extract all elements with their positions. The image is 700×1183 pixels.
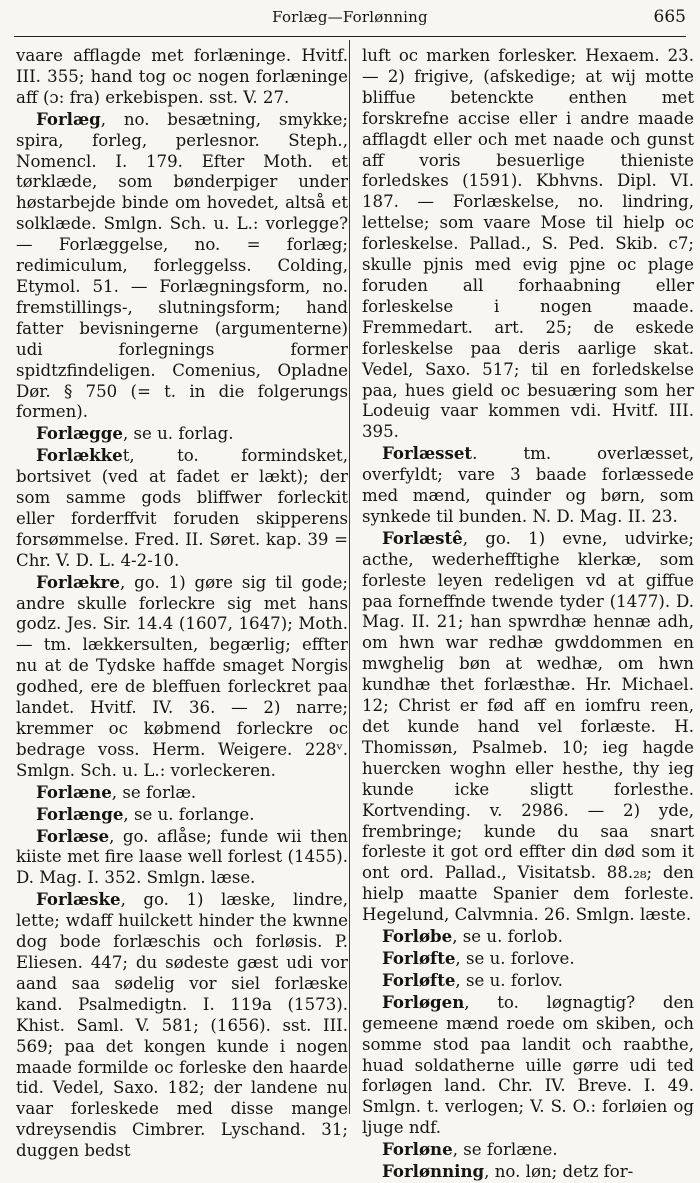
entry-text: vaare afflagde met forlæninge. Hvitf. III. 355; hand tog oc nogen forlæninge aff (ɔ: fra) erkebispen. sst. V. 27.: [16, 46, 348, 107]
entry-text: , to. løgnagtig? den gemeene mænd roede om skiben, och somme stod paa landit och raabthe, huad soldatherne uille gørre udi ted forløgen land. Chr. IV. Breve. I. 49. Smlgn. t. verlogen; V. S. O.: forløien og ljuge ndf.: [362, 992, 694, 1138]
entry-text: , se u. forlove.: [455, 948, 575, 968]
entry-headword: Forlæg: [36, 108, 101, 129]
dictionary-entry: [362, 1139, 694, 1161]
entry-text: . tm. overlæsset, overfyldt; vare 3 baade forlæssede med mænd, quinder og børn, som synkede til bunden. N. D. Mag. II. 23.: [362, 444, 694, 526]
entry-headword: Forlæstê: [382, 527, 463, 548]
dictionary-entry: [16, 423, 348, 445]
entry-text: , go. 1) læske, lindre, lette; wdaff huilckett hinder the kwnne dog bode forlæschis och forløsis. P. Eliesen. 447; du sødeste gæst udi vor aand saa sødelig vor siel forlæske kand. Psalmedigtn. I. 119a (1573). Khist. Saml. V. 581; (1656). sst. III. 569; paa det kongen kunde i nogen maade formilde oc forleske den haarde tid. Vedel, Saxo. 182; der landene nu vaar forleskede med disse mange vdreysendis Cimbrer. Lyschand. 31; duggen bedst: [16, 890, 348, 1161]
right-column: [362, 46, 694, 1182]
entry-headword: Forløbe: [382, 926, 453, 947]
dictionary-entry: [16, 445, 348, 571]
entry-headword: Forlæse: [36, 825, 110, 846]
entry-headword: Forløfte: [382, 947, 456, 968]
running-head: Forlæg—Forlønning: [272, 8, 428, 26]
dictionary-entry: [16, 46, 348, 109]
dictionary-entry: [362, 46, 694, 443]
dictionary-entry: [16, 826, 348, 890]
entry-text: , se u. forlob.: [452, 927, 563, 947]
header-rule: [14, 36, 686, 37]
left-column: [16, 46, 348, 1161]
entry-headword: Forlægge: [36, 423, 123, 444]
entry-headword: Forløfte: [382, 969, 456, 990]
entry-text: luft oc marken forlesker. Hexaem. 23. — 2) frigive, (afskedige; at wij motte bliffue betenckte enthen met forskrefne accise eller i andre maade afflagdt eller och met naade och gunst aff voris besuerlige thieniste forledskes (1591). Kbhvns. Dipl. VI. 187. — Forlæskelse, no. lindring, lettelse; som vaare Mose til hielp oc forleskelse. Pallad., S. Ped. Skib. c7; skulle pjnis med evig pjne oc plage foruden all forhaabning eller forleskelse i nogen maade. Fremmedart. art. 25; de eskede forleskelse paa deris aarlige skat. Vedel, Saxo. 517; til en forledskelse paa, hues gield oc besuæring som her Lodeuig vaar kommen vdi. Hvitf. III. 395.: [362, 46, 694, 442]
dictionary-entry: [16, 889, 348, 1162]
entry-text: , no. løn; detz for-: [484, 1162, 634, 1182]
entry-headword: Forlækre: [36, 571, 120, 592]
column-divider: [349, 40, 350, 1114]
entry-text: , se u. forlag.: [122, 424, 234, 444]
entry-headword: Forlæne: [36, 781, 112, 802]
entry-headword: Forløne: [382, 1139, 453, 1160]
entry-text: , se u. forlange.: [123, 804, 255, 824]
dictionary-entry: [362, 992, 694, 1139]
entry-text: , go. 1) gøre sig til gode; andre skulle forleckre sig met hans godz. Jes. Sir. 14.4 (1607, 1647); Moth. — tm. lækkersulten, begærlig; effter nu at de Tydske haffde smaget Norgis godhed, ere de bleffuen forleckret paa landet. Hvitf. IV. 36. — 2) narre; kremmer oc købmend forleckre oc bedrage voss. Herm. Weigere. 228ᵛ. Smlgn. Sch. u. L.: vorleckeren.: [16, 572, 348, 780]
dictionary-entry: [16, 109, 348, 424]
page-number: 665: [653, 7, 686, 27]
dictionary-entry: [362, 948, 694, 970]
dictionary-entry: [362, 443, 694, 528]
page-header: [0, 8, 700, 34]
dictionary-entry: [362, 528, 694, 926]
entry-headword: Forlænge: [36, 803, 124, 824]
entry-text: t, to. formindsket, bortsivet (ved at fadet er lækt); der som samme gods bliffwer forleckit eller forderffvit foruden skipperens forsømmelse. Fred. II. Søret. kap. 39 = Chr. V. D. L. 4-2-10.: [16, 446, 348, 570]
dictionary-entry: [16, 782, 348, 804]
entry-headword: Forløgen: [382, 991, 465, 1012]
entry-headword: Forlønning: [382, 1161, 485, 1182]
entry-text: , se forlæ.: [111, 782, 197, 802]
dictionary-entry: [362, 926, 694, 948]
entry-text: , se forlæne.: [452, 1140, 558, 1160]
dictionary-entry: [362, 970, 694, 992]
dictionary-entry: [16, 804, 348, 826]
entry-text: , go. 1) evne, udvirke; acthe, wederhefftighe klerkæ, som forleste leyen redeligen vd at giffue paa forneffnde twende tyder (1477). D. Mag. II. 21; han spwrdhæ hennæ adh, om hwn war redhæ gwddommen en mwghelig bøn at wedhæ, om hwn kundhæ thet forlæsthæ. Hr. Michael. 12; Christ er fød aff en iomfru reen, det kunde hand vel forlæste. H. Thomissøn, Psalmeb. 10; ieg hagde huercken woghn eller hesthe, thy ieg kunde icke sligtt forlesthe. Kortvending. v. 2986. — 2) yde, frembringe; kunde du saa snart forleste it got ord effter din død som it ont ord. Pallad., Visitatsb. 88.₂₈; den hielp maatte Spanier dem forleste. Hegelund, Calvmnia. 26. Smlgn. læste.: [362, 528, 694, 925]
dictionary-entry: [362, 1161, 694, 1183]
dictionary-entry: [16, 572, 348, 782]
entry-text: , se u. forlov.: [455, 970, 563, 990]
entry-text: , no. besætning, smykke; spira, forleg, perlesnor. Steph., Nomencl. I. 179. Efter Moth. et tørklæde, som bønderpiger under høstarbejde binde om hovedet, altså et solklæde. Smlgn. Sch. u. L.: vorlegge? — Forlæggelse, no. = forlæg; redimiculum, forleggelss. Colding, Etymol. 51. — Forlægningsform, no. fremstillings-, slutningsform; hand fatter bevisningerne (argumenterne) udi forlegnings former spidtzfindeligen. Comenius, Opladne Dør. § 750 (= t. in die folgerungs formen).: [16, 109, 348, 422]
entry-headword: Forlæsset: [382, 443, 473, 464]
entry-headword: Forlække: [36, 445, 123, 466]
entry-headword: Forlæske: [36, 889, 121, 910]
entry-text: , go. aflåse; funde wii then kiiste met fire laase well forlest (1455). D. Mag. I. 352. Smlgn. læse.: [16, 826, 348, 888]
